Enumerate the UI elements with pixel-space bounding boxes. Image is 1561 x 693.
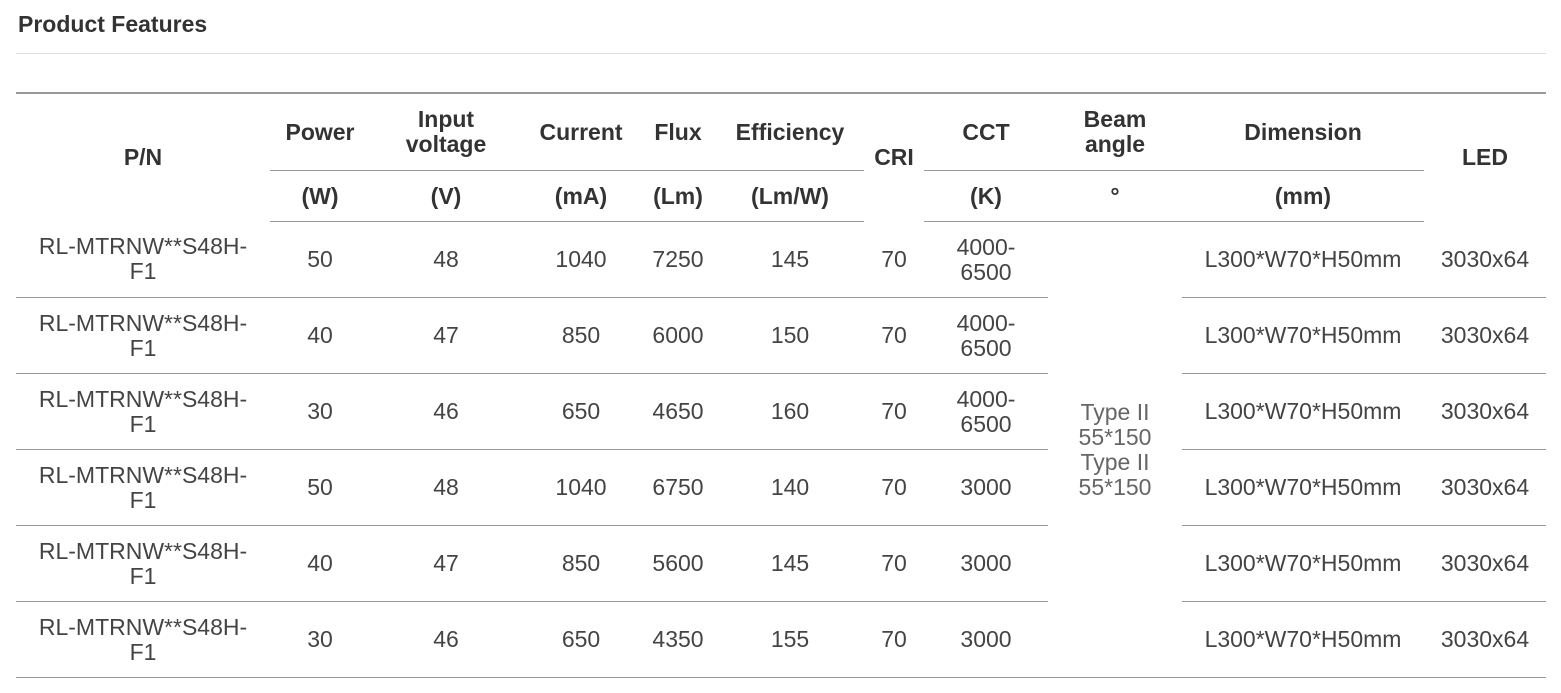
cell-flux: 5600 (640, 526, 716, 602)
cell-voltage: 48 (433, 246, 459, 272)
header-flux: Flux (640, 93, 716, 171)
table-row (16, 298, 1546, 374)
cell-cri: 70 (881, 245, 907, 272)
cell-led: 3030x64 (1424, 526, 1546, 602)
cell-cri: 70 (864, 374, 924, 450)
header-power: Power (270, 93, 370, 171)
cell-power: 40 (270, 298, 370, 374)
cell-cct: 4000-6500 (956, 233, 1016, 285)
table-row (16, 602, 1546, 678)
table-row (16, 374, 1546, 450)
cell-current: 650 (522, 602, 640, 678)
unit-input-voltage: (V) (370, 171, 522, 222)
unit-dimension: (mm) (1182, 171, 1424, 222)
cell-pn: RL-MTRNW**S48H-F1 (16, 298, 270, 374)
cell-power: 50 (307, 246, 333, 272)
cell-power: 30 (270, 374, 370, 450)
cell-power: 50 (270, 450, 370, 526)
header-beam-angle: Beam angle (1048, 93, 1182, 171)
cell-dimension: L300*W70*H50mm (1182, 298, 1424, 374)
cell-beam-angle (1048, 222, 1182, 678)
header-dimension: Dimension (1182, 93, 1424, 171)
cell-pn: RL-MTRNW**S48H-F1 (16, 450, 270, 526)
cell-pn: RL-MTRNW**S48H-F1 (16, 602, 270, 678)
cell-voltage: 48 (370, 450, 522, 526)
cell-pn: RL-MTRNW**S48H-F1 (38, 233, 248, 285)
cell-pn: RL-MTRNW**S48H-F1 (16, 526, 270, 602)
cell-dimension: L300*W70*H50mm (1182, 602, 1424, 678)
cell-led: 3030x64 (1424, 298, 1546, 374)
header-input-voltage: Input voltage (370, 93, 522, 171)
cell-current: 650 (522, 374, 640, 450)
cell-efficiency: 145 (716, 526, 864, 602)
cell-flux: 6750 (640, 450, 716, 526)
cell-flux: 6000 (640, 298, 716, 374)
header-cct: CCT (924, 93, 1048, 171)
header-cri: CRI (874, 144, 914, 171)
cell-efficiency: 145 (770, 246, 810, 272)
unit-flux: (Lm) (640, 171, 716, 222)
cell-current: 1040 (522, 450, 640, 526)
cell-cri: 70 (864, 450, 924, 526)
cell-led: 3030x64 (1424, 602, 1546, 678)
cell-cri: 70 (864, 526, 924, 602)
beam-angle-value: Type II 55*150 (1078, 448, 1152, 500)
unit-cct: (K) (924, 171, 1048, 222)
table-row (16, 222, 1546, 298)
cell-current: 1040 (555, 246, 607, 272)
unit-current: (mA) (522, 171, 640, 222)
cell-led: 3030x64 (1424, 450, 1546, 526)
header-led: LED (1462, 144, 1508, 171)
cell-voltage: 46 (370, 374, 522, 450)
cell-efficiency: 160 (716, 374, 864, 450)
cell-voltage: 47 (370, 298, 522, 374)
cell-voltage: 47 (370, 526, 522, 602)
cell-cct: 3000 (924, 602, 1048, 678)
title-divider (16, 53, 1546, 54)
cell-cct: 4000-6500 (924, 374, 1048, 450)
cell-flux: 4350 (640, 602, 716, 678)
beam-angle-value: Type II 55*150 (1078, 398, 1152, 450)
cell-efficiency: 150 (716, 298, 864, 374)
cell-dimension: L300*W70*H50mm (1182, 374, 1424, 450)
cell-cct: 3000 (924, 450, 1048, 526)
cell-flux: 4650 (640, 374, 716, 450)
header-efficiency: Efficiency (716, 93, 864, 171)
header-current: Current (522, 93, 640, 171)
cell-cri: 70 (864, 298, 924, 374)
unit-efficiency: (Lm/W) (716, 171, 864, 222)
unit-power: (W) (270, 171, 370, 222)
cell-efficiency: 155 (716, 602, 864, 678)
cell-led: 3030x64 (1440, 245, 1530, 272)
cell-cct: 4000-6500 (924, 298, 1048, 374)
cell-voltage: 46 (370, 602, 522, 678)
cell-dimension: L300*W70*H50mm (1182, 526, 1424, 602)
unit-beam-angle: ° (1048, 171, 1182, 222)
cell-efficiency: 140 (716, 450, 864, 526)
cell-current: 850 (522, 526, 640, 602)
cell-pn: RL-MTRNW**S48H-F1 (16, 374, 270, 450)
cell-current: 850 (522, 298, 640, 374)
header-row-labels (16, 93, 1546, 171)
table-row (16, 450, 1546, 526)
cell-flux: 7250 (652, 246, 704, 272)
product-features-table (16, 92, 1546, 678)
cell-cct: 3000 (924, 526, 1048, 602)
cell-dimension: L300*W70*H50mm (1204, 246, 1402, 272)
table-row (16, 526, 1546, 602)
section-title: Product Features (18, 11, 208, 37)
cell-cri: 70 (864, 602, 924, 678)
cell-dimension: L300*W70*H50mm (1182, 450, 1424, 526)
cell-power: 30 (270, 602, 370, 678)
header-pn: P/N (123, 144, 163, 171)
cell-power: 40 (270, 526, 370, 602)
cell-led: 3030x64 (1424, 374, 1546, 450)
